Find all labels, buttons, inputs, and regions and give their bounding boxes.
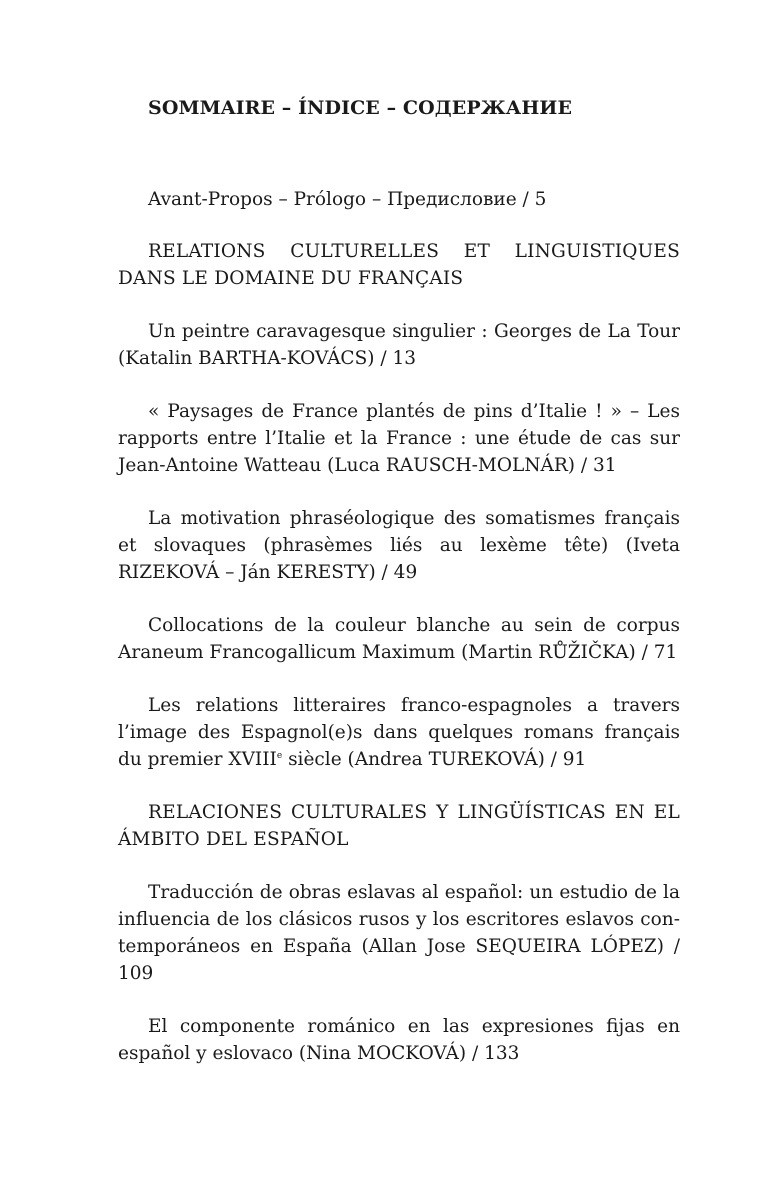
toc-entry: Traducción de obras eslavas al español: un estudio de la influencia de los clásicos rusos y los escritores eslavos contemporáneos en España (Allan Jose SEQUEIRA LÓPEZ) / 109 [118, 882, 680, 984]
toc-entry-text: Les relations litteraires franco-espagnoles a travers l’image des Espagnol(e)s dans quelques romans français du premier XVIII [118, 695, 680, 770]
toc-entry-foreword: Avant-Propos – Prólogo – Предисловие / 5 [148, 189, 547, 210]
toc-entry-text: siècle (Andrea TUREKOVÁ) / 91 [282, 749, 587, 770]
toc-entry [118, 692, 680, 773]
toc-entry: Un peintre caravagesque singulier : Georges de La Tour (Katalin BARTHA-KOVÁCS) / 13 [118, 321, 680, 369]
toc-section-french: RELATIONS CULTURELLES ET LINGUISTIQUES DANS LE DOMAINE DU FRANÇAIS [118, 241, 680, 289]
toc-section-spanish: RELACIONES CULTURALES Y LINGÜÍSTICAS EN EL ÁMBITO DEL ESPAÑOL [118, 802, 680, 850]
superscript: e [276, 751, 283, 761]
table-of-contents-page [118, 92, 680, 1067]
toc-entry: « Paysages de France plantés de pins d’Italie ! » – Les rapports entre l’Italie et la France : une étude de cas sur Jean-Antoine Watteau (Luca RAUSCH-MOLNÁR) / 31 [118, 401, 680, 476]
toc-list [118, 186, 680, 1067]
toc-entry: La motivation phraséologique des somatismes français et slovaques (phrasèmes liés au lexème tête) (Iveta RIZEKOVÁ – Ján KERESTY) / 49 [118, 508, 680, 583]
toc-entry: El componente románico en las expresiones fijas en español y eslovaco (Nina MOCKOVÁ) / 133 [118, 1016, 680, 1064]
page-title: SOMMAIRE – ÍNDICE – СОДЕРЖАНИЕ [148, 97, 573, 119]
toc-entry: Collocations de la couleur blanche au sein de corpus Araneum Francogallicum Maximum (Martin RŮŽIČKA) / 71 [118, 615, 680, 663]
